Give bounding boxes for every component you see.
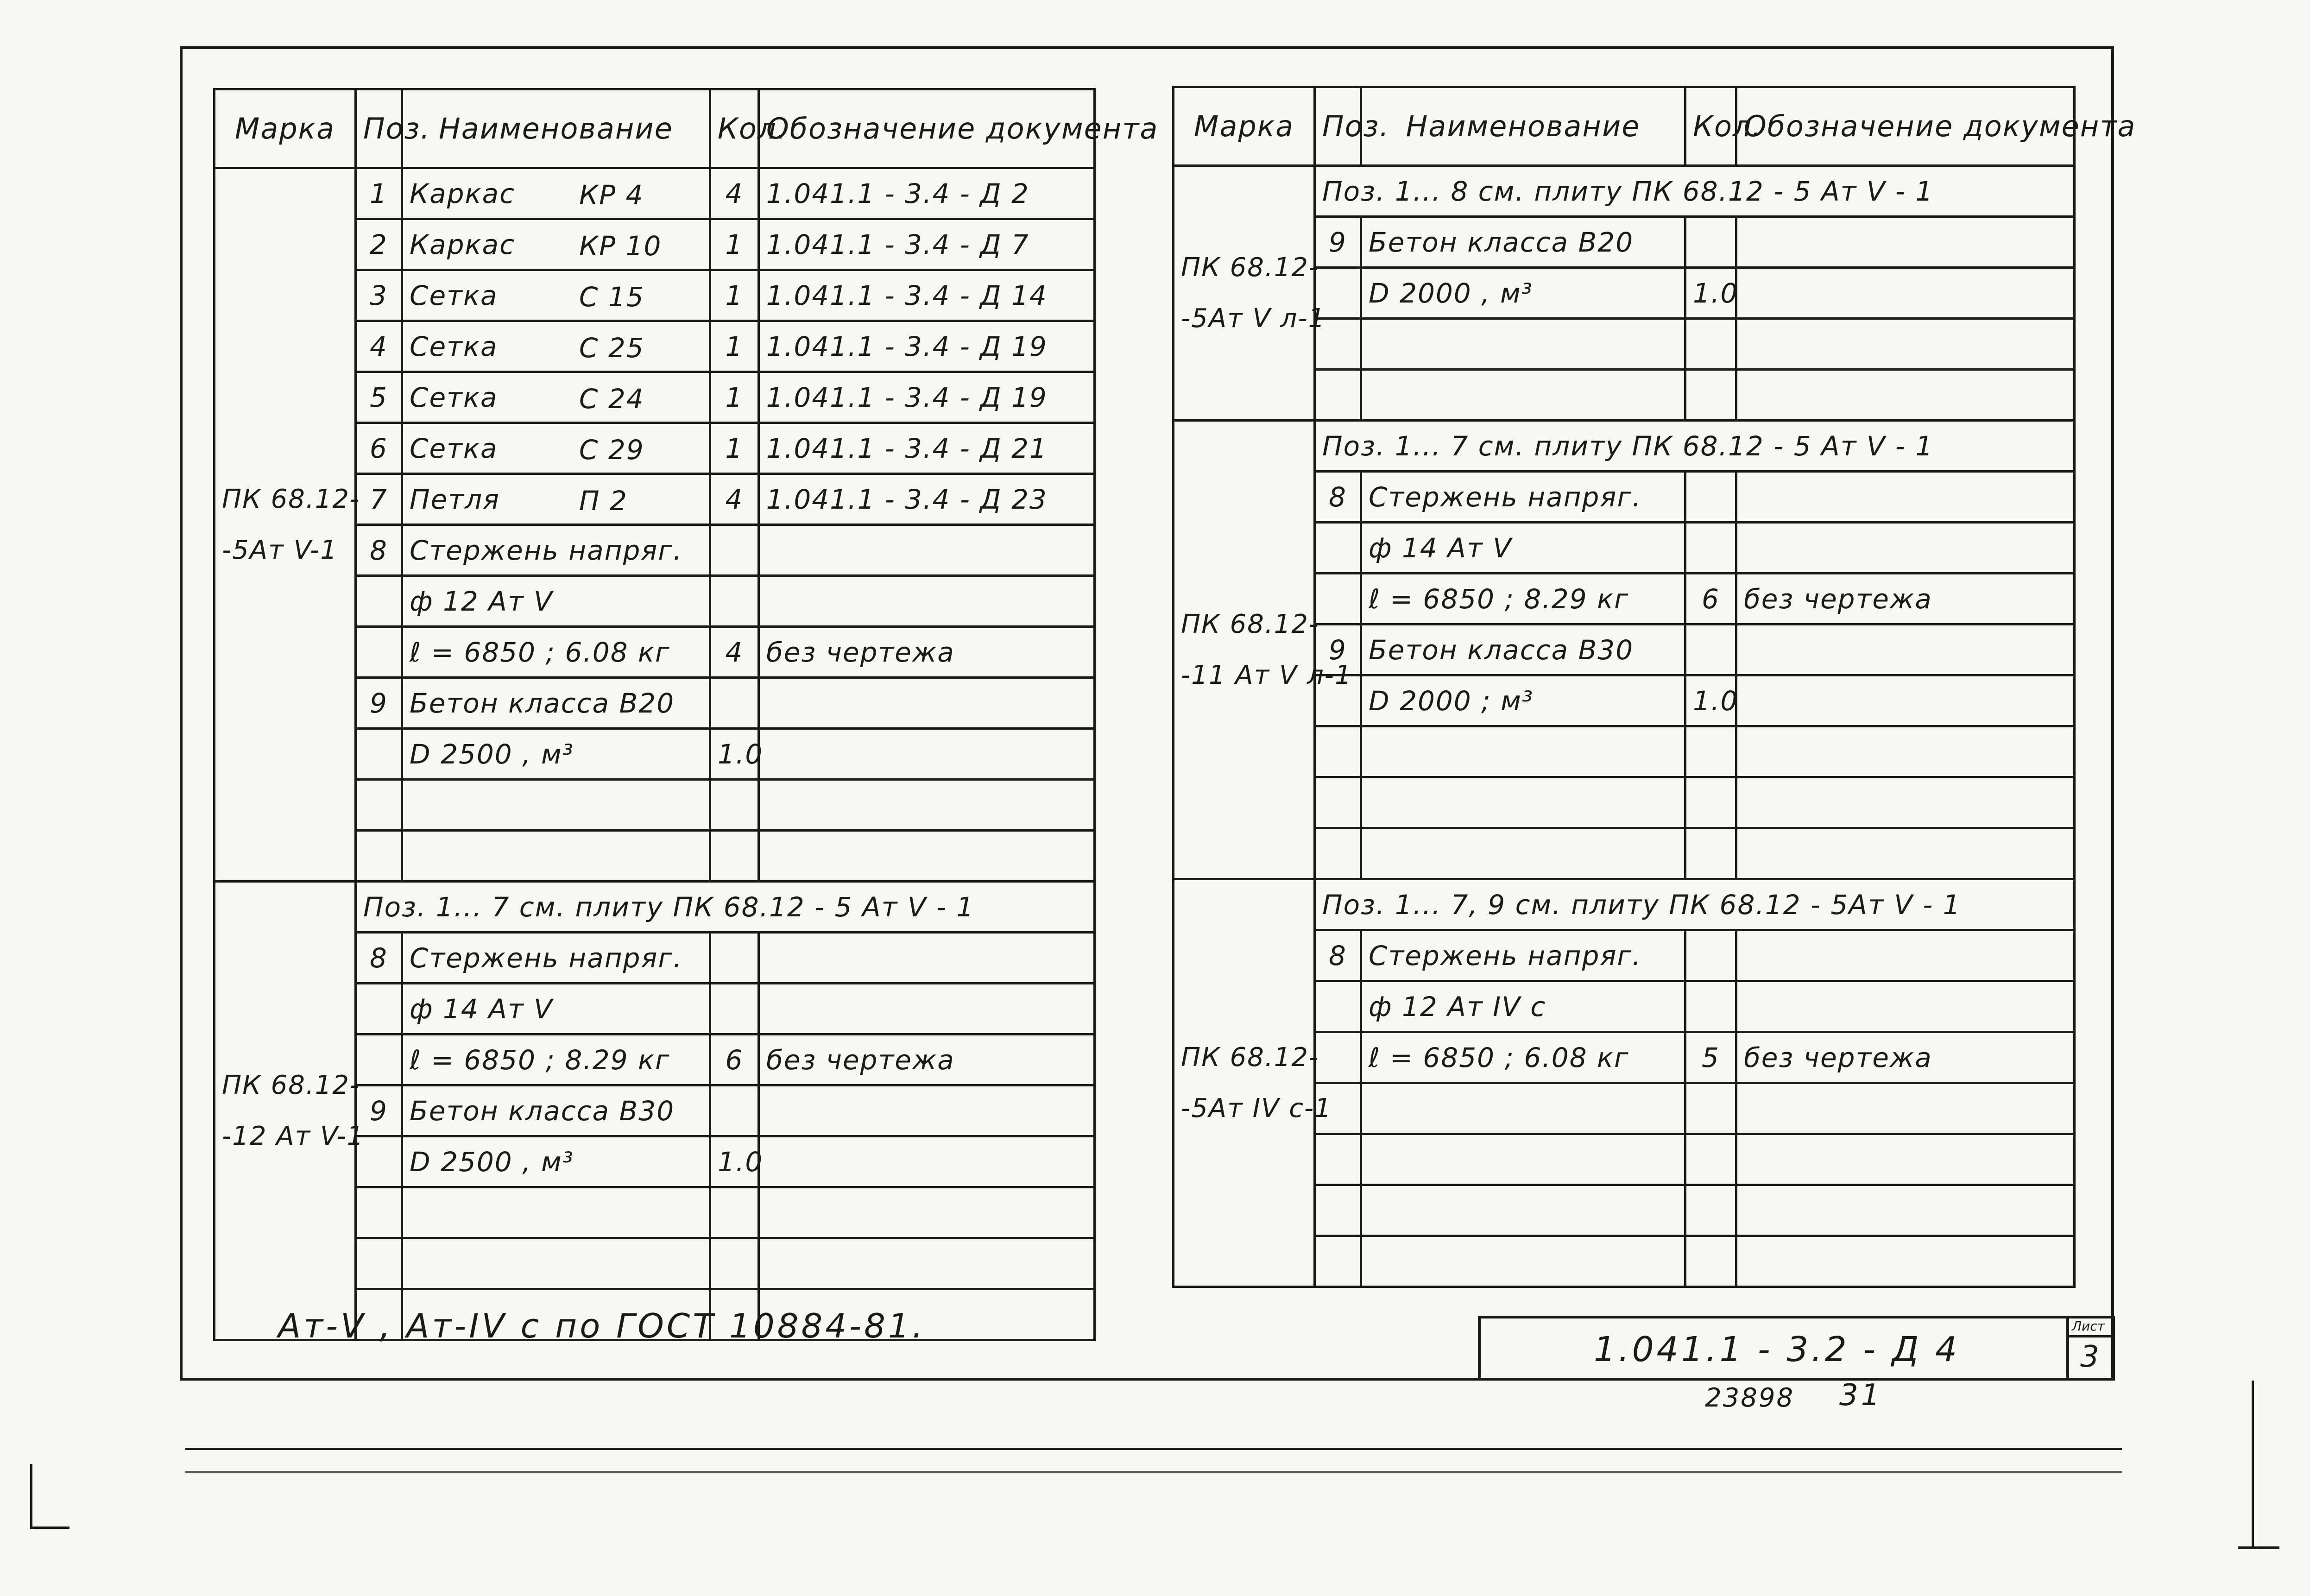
qty-cell <box>1685 370 1736 421</box>
pos-cell <box>1315 1185 1361 1236</box>
pos-cell <box>1315 523 1361 574</box>
pos-cell: 1 <box>356 168 402 219</box>
pos-cell: 8 <box>356 933 402 984</box>
qty-cell <box>1685 625 1736 675</box>
doc-cell <box>1736 1083 2075 1134</box>
doc-cell <box>1736 1236 2075 1287</box>
header-doc: Обозначение документа <box>759 89 1095 168</box>
reference-note: Поз. 1... 7 см. плиту ПК 68.12 - 5 Ат V - 1 <box>1315 421 2075 472</box>
qty-cell <box>710 678 759 729</box>
name-cell <box>402 219 710 270</box>
name-cell <box>1361 981 1685 1032</box>
pos-cell <box>1315 726 1361 777</box>
name-cell <box>402 576 710 627</box>
table-row <box>1174 421 2075 472</box>
marka-line: ПК 68.12- <box>222 484 360 514</box>
qty-cell <box>710 831 759 882</box>
qty-cell <box>1685 1236 1736 1287</box>
qty-cell: 1 <box>710 372 759 423</box>
pos-cell <box>356 1238 402 1289</box>
name-cell <box>1361 472 1685 523</box>
qty-cell <box>710 576 759 627</box>
qty-cell: 4 <box>710 627 759 678</box>
pos-cell: 9 <box>1315 625 1361 675</box>
reference-note: Поз. 1... 7, 9 см. плиту ПК 68.12 - 5Ат V - 1 <box>1315 879 2075 930</box>
name-cell <box>1361 1083 1685 1134</box>
item-name: ℓ = 6850 ; 8.29 кг <box>1369 583 1629 615</box>
pos-cell <box>356 780 402 831</box>
page-number: 31 <box>1839 1378 1883 1413</box>
item-name: Стержень напряг. <box>1369 481 1642 513</box>
header-marka: Марка <box>215 89 356 168</box>
name-cell <box>402 780 710 831</box>
pos-cell <box>356 831 402 882</box>
doc-cell <box>1736 1185 2075 1236</box>
doc-cell <box>1736 1134 2075 1185</box>
item-name: Каркас <box>410 228 515 260</box>
name-cell <box>402 168 710 219</box>
name-cell <box>1361 625 1685 675</box>
qty-cell <box>1685 523 1736 574</box>
header-pos: Поз. <box>356 89 402 168</box>
marka-cell <box>1174 421 1352 879</box>
qty-cell <box>1685 217 1736 268</box>
item-name: Стержень напряг. <box>410 942 683 974</box>
qty-cell <box>1685 319 1736 370</box>
doc-cell <box>1736 828 2075 879</box>
item-name: ℓ = 6850 ; 6.08 кг <box>1369 1041 1629 1073</box>
doc-cell <box>1736 217 2075 268</box>
doc-cell <box>759 1187 1095 1238</box>
pos-cell: 5 <box>356 372 402 423</box>
table-row <box>1174 166 2075 217</box>
pos-cell <box>356 729 402 780</box>
item-name: Сетка <box>410 381 498 413</box>
pos-cell <box>356 1035 402 1085</box>
pos-cell <box>356 1187 402 1238</box>
header-qty: Кол. <box>1685 87 1736 166</box>
name-cell <box>402 1085 710 1136</box>
doc-cell <box>1736 981 2075 1032</box>
pos-cell: 8 <box>1315 472 1361 523</box>
item-name: Бетон класса В30 <box>1369 634 1634 666</box>
doc-cell: без чертежа <box>759 627 1095 678</box>
pos-cell <box>1315 1134 1361 1185</box>
bottom-line-2 <box>185 1471 2122 1473</box>
name-cell <box>402 270 710 321</box>
doc-cell: 1.041.1 - 3.4 - Д 23 <box>759 474 1095 525</box>
qty-cell <box>1685 777 1736 828</box>
header-name: Наименование <box>402 89 710 168</box>
name-cell <box>402 321 710 372</box>
header-marka: Марка <box>1174 87 1315 166</box>
name-cell <box>1361 319 1685 370</box>
qty-cell <box>710 1085 759 1136</box>
table-header-row <box>215 89 1095 168</box>
qty-cell <box>1685 1083 1736 1134</box>
item-name: Бетон класса В20 <box>1369 226 1634 258</box>
name-cell <box>402 1238 710 1289</box>
qty-cell <box>710 780 759 831</box>
item-name: ℓ = 6850 ; 6.08 кг <box>410 636 670 668</box>
qty-cell <box>1685 981 1736 1032</box>
pos-cell: 8 <box>1315 930 1361 981</box>
header-doc: Обозначение документа <box>1736 87 2075 166</box>
item-mark: С 24 <box>579 383 644 415</box>
name-cell <box>402 984 710 1035</box>
item-mark: КР 10 <box>579 230 662 262</box>
marka-cell <box>215 168 360 882</box>
doc-cell: без чертежа <box>1736 574 2075 625</box>
marka-line: -5Ат V-1 <box>222 535 338 565</box>
standard-note: Ат-V , Ат-IV с по ГОСТ 10884-81. <box>278 1306 926 1345</box>
name-cell <box>402 1136 710 1187</box>
marka-cell <box>215 882 365 1340</box>
pos-cell <box>1315 370 1361 421</box>
doc-cell <box>759 1085 1095 1136</box>
qty-cell: 1 <box>710 423 759 474</box>
marka-cell <box>1174 879 1332 1287</box>
table-header-row <box>1174 87 2075 166</box>
table-row <box>215 882 1095 933</box>
item-name: ℓ = 6850 ; 8.29 кг <box>410 1044 670 1076</box>
qty-cell: 1.0 <box>710 1136 759 1187</box>
name-cell <box>1361 268 1685 319</box>
item-mark: С 29 <box>579 434 644 466</box>
qty-cell <box>710 1187 759 1238</box>
qty-cell: 6 <box>1685 574 1736 625</box>
pos-cell <box>1315 1236 1361 1287</box>
marka-line: ПК 68.12- <box>1181 252 1319 283</box>
doc-cell: 1.041.1 - 3.4 - Д 14 <box>759 270 1095 321</box>
pos-cell: 3 <box>356 270 402 321</box>
marka-line: -5Ат V л-1 <box>1181 303 1326 334</box>
qty-cell <box>1685 930 1736 981</box>
name-cell <box>402 627 710 678</box>
doc-cell <box>759 576 1095 627</box>
doc-cell <box>1736 726 2075 777</box>
bottom-line-1 <box>185 1448 2122 1450</box>
item-name: D 2000 ; м³ <box>1369 685 1534 717</box>
doc-cell: без чертежа <box>1736 1032 2075 1083</box>
item-name: Бетон класса В20 <box>410 687 675 719</box>
name-cell <box>402 1035 710 1085</box>
qty-cell <box>1685 1185 1736 1236</box>
doc-cell <box>1736 319 2075 370</box>
doc-cell <box>759 831 1095 882</box>
pos-cell: 9 <box>1315 217 1361 268</box>
qty-cell: 4 <box>710 474 759 525</box>
qty-cell <box>1685 1134 1736 1185</box>
marka-line: ПК 68.12- <box>1181 609 1319 639</box>
table-row <box>1174 879 2075 930</box>
reference-note: Поз. 1... 7 см. плиту ПК 68.12 - 5 Ат V - 1 <box>356 882 1095 933</box>
qty-cell <box>710 933 759 984</box>
qty-cell <box>710 984 759 1035</box>
name-cell <box>1361 1134 1685 1185</box>
qty-cell: 1.0 <box>1685 675 1736 726</box>
pos-cell <box>1315 981 1361 1032</box>
name-cell <box>1361 777 1685 828</box>
doc-cell <box>759 729 1095 780</box>
item-name: ф 14 Ат V <box>410 993 553 1025</box>
doc-cell <box>1736 472 2075 523</box>
doc-cell: 1.041.1 - 3.4 - Д 21 <box>759 423 1095 474</box>
name-cell <box>1361 1185 1685 1236</box>
qty-cell <box>1685 726 1736 777</box>
doc-cell <box>759 933 1095 984</box>
sheet-number: 3 <box>2080 1340 2102 1374</box>
name-cell <box>1361 726 1685 777</box>
item-name: Бетон класса В30 <box>410 1095 675 1127</box>
qty-cell <box>710 525 759 576</box>
qty-cell: 4 <box>710 168 759 219</box>
pos-cell <box>356 576 402 627</box>
item-name: Стержень напряг. <box>1369 940 1642 971</box>
item-name: Сетка <box>410 432 498 464</box>
doc-cell: 1.041.1 - 3.4 - Д 19 <box>759 372 1095 423</box>
doc-cell <box>759 678 1095 729</box>
pos-cell <box>356 984 402 1035</box>
right-crop-mark <box>2252 1381 2254 1547</box>
doc-cell <box>1736 777 2075 828</box>
name-cell <box>1361 1032 1685 1083</box>
qty-cell: 1.0 <box>710 729 759 780</box>
qty-cell: 1 <box>710 270 759 321</box>
doc-cell <box>1736 370 2075 421</box>
sheet-divider <box>2066 1316 2069 1381</box>
doc-cell <box>1736 523 2075 574</box>
pos-cell: 8 <box>356 525 402 576</box>
left-crop-mark <box>30 1464 32 1529</box>
item-name: ф 12 Ат V <box>410 585 553 617</box>
name-cell <box>1361 217 1685 268</box>
name-cell <box>402 729 710 780</box>
sheet-label-divider <box>2066 1335 2114 1337</box>
right-crop-mark-base <box>2238 1546 2279 1549</box>
marka-line: -12 Ат V-1 <box>222 1121 365 1151</box>
marka-line: -5Ат IV с-1 <box>1181 1093 1332 1123</box>
doc-cell: 1.041.1 - 3.4 - Д 2 <box>759 168 1095 219</box>
item-name: Стержень напряг. <box>410 534 683 566</box>
item-name: Петля <box>410 483 500 515</box>
qty-cell <box>1685 472 1736 523</box>
right-spec-table <box>1172 86 2136 1288</box>
left-spec-table <box>213 88 1159 1341</box>
doc-cell <box>1736 268 2075 319</box>
pos-cell: 9 <box>356 678 402 729</box>
pos-cell: 6 <box>356 423 402 474</box>
header-qty: Кол. <box>710 89 759 168</box>
item-mark: С 25 <box>579 332 644 364</box>
marka-cell <box>1174 166 1326 421</box>
sheet-label: Лист <box>2072 1318 2105 1334</box>
name-cell <box>1361 828 1685 879</box>
doc-cell <box>759 780 1095 831</box>
name-cell <box>402 423 710 474</box>
doc-cell <box>759 525 1095 576</box>
name-cell <box>1361 675 1685 726</box>
name-cell <box>1361 370 1685 421</box>
reference-note: Поз. 1... 8 см. плиту ПК 68.12 - 5 Ат V - 1 <box>1315 166 2075 217</box>
pos-cell <box>1315 777 1361 828</box>
qty-cell <box>1685 828 1736 879</box>
doc-cell <box>1736 625 2075 675</box>
marka-line: -11 Ат V л-1 <box>1181 660 1352 690</box>
name-cell <box>1361 930 1685 981</box>
qty-cell: 6 <box>710 1035 759 1085</box>
doc-cell <box>759 984 1095 1035</box>
name-cell <box>1361 523 1685 574</box>
item-name: Сетка <box>410 279 498 311</box>
qty-cell: 5 <box>1685 1032 1736 1083</box>
item-name: Сетка <box>410 330 498 362</box>
item-name: ф 12 Ат IV с <box>1369 990 1546 1022</box>
header-pos: Поз. <box>1315 87 1361 166</box>
name-cell <box>402 372 710 423</box>
pos-cell: 7 <box>356 474 402 525</box>
item-name: D 2500 , м³ <box>410 1146 574 1178</box>
item-mark: КР 4 <box>579 179 644 211</box>
qty-cell: 1 <box>710 321 759 372</box>
header-name: Наименование <box>1361 87 1685 166</box>
item-name: D 2500 , м³ <box>410 738 574 770</box>
pos-cell <box>1315 1032 1361 1083</box>
name-cell <box>402 1187 710 1238</box>
marka-line: ПК 68.12- <box>1181 1042 1319 1072</box>
qty-cell: 1.0 <box>1685 268 1736 319</box>
doc-cell: 1.041.1 - 3.4 - Д 19 <box>759 321 1095 372</box>
item-name: D 2000 , м³ <box>1369 277 1534 309</box>
doc-cell <box>759 1238 1095 1289</box>
item-name: ф 14 Ат V <box>1369 532 1512 564</box>
pos-cell <box>356 627 402 678</box>
doc-cell <box>759 1136 1095 1187</box>
name-cell <box>402 933 710 984</box>
item-mark: С 15 <box>579 281 644 313</box>
pos-cell <box>1315 574 1361 625</box>
table-row <box>215 168 1095 219</box>
name-cell <box>402 831 710 882</box>
pos-cell: 9 <box>356 1085 402 1136</box>
doc-cell: 1.041.1 - 3.4 - Д 7 <box>759 219 1095 270</box>
archive-number: 23898 <box>1705 1383 1795 1413</box>
item-mark: П 2 <box>579 485 628 517</box>
qty-cell <box>710 1238 759 1289</box>
doc-cell <box>1736 675 2075 726</box>
item-name: Каркас <box>410 177 515 209</box>
doc-cell: без чертежа <box>759 1035 1095 1085</box>
name-cell <box>402 525 710 576</box>
marka-line: ПК 68.12- <box>222 1070 360 1100</box>
doc-cell <box>1736 930 2075 981</box>
pos-cell: 2 <box>356 219 402 270</box>
pos-cell: 4 <box>356 321 402 372</box>
pos-cell <box>1315 828 1361 879</box>
name-cell <box>402 678 710 729</box>
qty-cell: 1 <box>710 219 759 270</box>
document-code: 1.041.1 - 3.2 - Д 4 <box>1594 1330 1960 1369</box>
name-cell <box>1361 1236 1685 1287</box>
name-cell <box>402 474 710 525</box>
left-crop-mark-base <box>30 1527 69 1529</box>
name-cell <box>1361 574 1685 625</box>
